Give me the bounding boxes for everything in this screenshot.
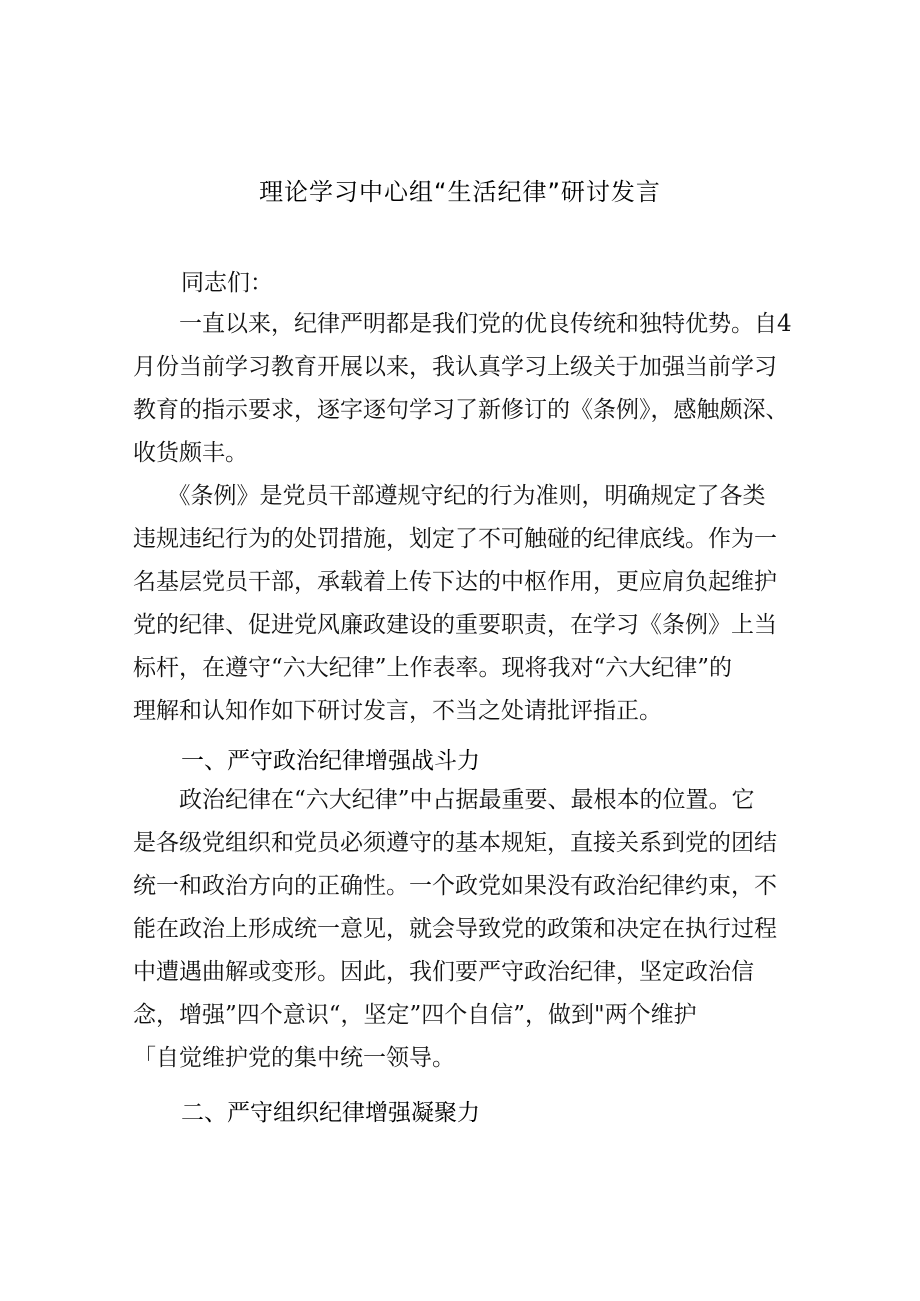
- paragraph-line: 「自觉维护党的集中统一领导。: [133, 1045, 455, 1071]
- paragraph-political-discipline: [133, 779, 795, 1080]
- paragraph-line: 名基层党员干部，承载着上传下达的中枢作用，更应肩负起维护: [133, 569, 777, 595]
- paragraph-line: 理解和认知作如下研讨发言，不当之处请批评指正。: [133, 698, 662, 724]
- paragraph-line: 《条例》是党员干部遵规守纪的行为准则，明确规定了各类: [133, 483, 766, 509]
- paragraph-line: 标杆，在遵守“六大纪律”上作表率。现将我对“六大纪律”的: [133, 655, 733, 681]
- paragraph-line: 教育的指示要求，逐字逐句学习了新修订的《条例》，感触颇深、: [133, 397, 789, 423]
- document-title: 理论学习中心组“生活纪律”研讨发言: [259, 178, 661, 206]
- paragraph-line: 念，增强”四个意识“，坚定”四个自信”，做到"两个维护: [133, 1002, 697, 1028]
- section-heading-political-discipline: 一、严守政治纪律增强战斗力: [181, 748, 480, 774]
- paragraph-line: 月份当前学习教育开展以来，我认真学习上级关于加强当前学习: [133, 354, 777, 380]
- paragraph-line: 是各级党组织和党员必须遵守的基本规矩，直接关系到党的团结: [133, 830, 777, 856]
- paragraph-line: 政治纪律在“六大纪律”中占据最重要、最根本的位置。它: [133, 787, 755, 813]
- paragraph-intro: [133, 303, 795, 475]
- salutation: 同志们：: [181, 270, 273, 296]
- paragraph-line: 违规违纪行为的处罚措施，划定了不可触碰的纪律底线。作为一: [133, 526, 777, 552]
- paragraph-regulations: [133, 475, 795, 733]
- paragraph-line: 党的纪律、促进党风廉政建设的重要职责，在学习《条例》上当: [133, 612, 777, 638]
- paragraph-line: 一直以来，纪律严明都是我们党的优良传统和独特优势。自4: [133, 311, 792, 337]
- paragraph-line: 能在政治上形成统一意见，就会导致党的政策和决定在执行过程: [133, 916, 777, 942]
- paragraph-line: 中遭遇曲解或变形。因此，我们要严守政治纪律，坚定政治信: [133, 959, 754, 985]
- paragraph-line: 收货颇丰。: [133, 440, 248, 466]
- paragraph-line: 统一和政治方向的正确性。一个政党如果没有政治纪律约束，不: [133, 873, 777, 899]
- section-heading-organizational-discipline: 二、严守组织纪律增强凝聚力: [181, 1100, 480, 1126]
